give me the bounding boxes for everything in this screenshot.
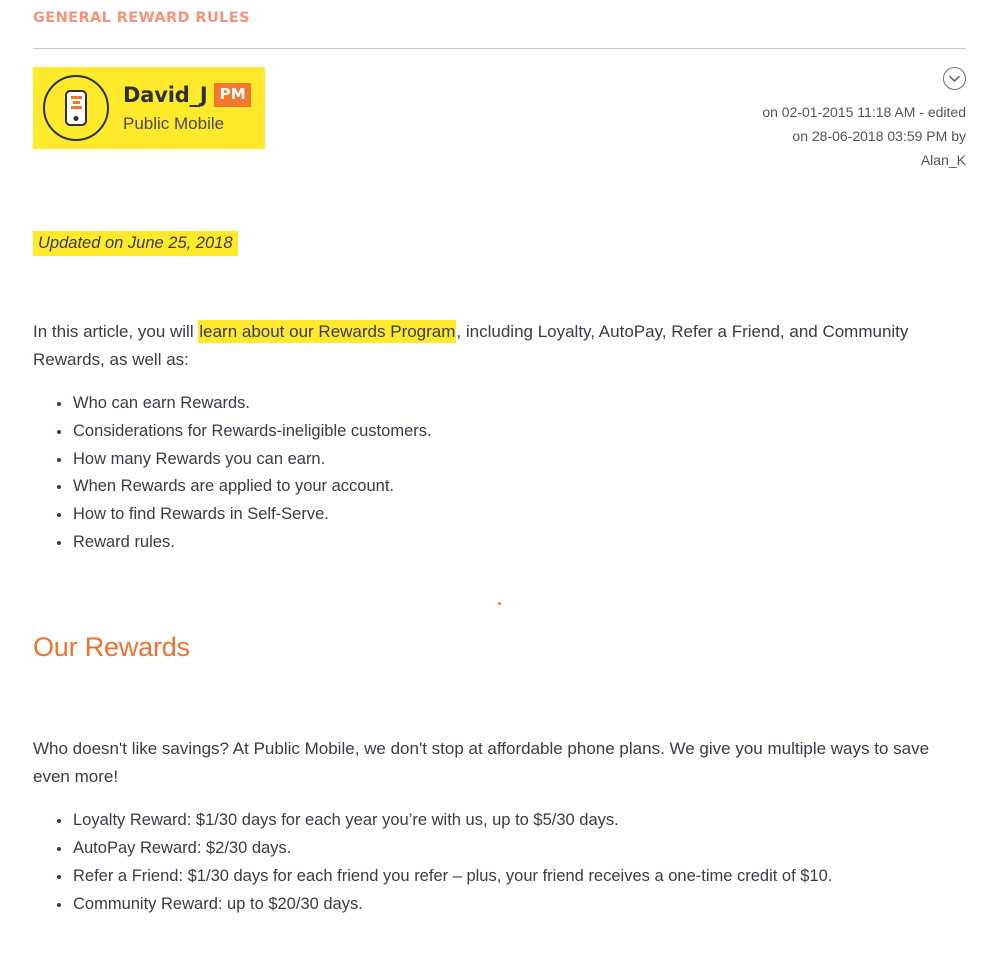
section-paragraph: Who doesn't like savings? At Public Mobile, we don't stop at affordable phone plans. We give you multiple ways to save even more! [33,739,930,786]
editor-name[interactable]: Alan_K [920,152,966,169]
intro-text-before: In this article, you will [33,322,199,341]
intro-highlight: learn about our Rewards Program [199,322,456,341]
bottom-spacer [33,918,966,948]
decorative-dot: • [497,598,502,611]
intro-bullet-list [33,390,966,556]
header-divider [33,48,966,49]
list-item: Reward rules. [73,529,966,557]
list-item: Who can earn Rewards. [73,390,966,418]
list-item: Community Reward: up to $20/30 days. [73,891,966,919]
list-item: How many Rewards you can earn. [73,446,966,474]
timestamp-block [626,100,966,172]
timestamp-line-1: on 02-01-2015 11:18 AM - edited [762,104,966,120]
breadcrumb-kicker[interactable]: GENERAL REWARD RULES [33,10,250,26]
updated-note: Updated on June 25, 2018 [33,231,238,256]
list-item: When Rewards are applied to your account. [73,473,966,501]
list-item: How to find Rewards in Self-Serve. [73,501,966,529]
post-meta [626,67,966,172]
author-subtitle: Public Mobile [123,113,225,133]
list-item: Loyalty Reward: $1/30 days for each year you’re with us, up to $5/30 days. [73,807,966,835]
mobile-phone-icon [65,90,87,126]
updated-note-wrap [33,231,966,256]
author-name-line [123,82,251,108]
author-text [123,82,251,134]
rewards-bullet-list [33,807,966,918]
list-item: Refer a Friend: $1/30 days for each friend you refer – plus, your friend receives a one-time credit of $10. [73,863,966,891]
author-block[interactable] [33,67,265,149]
timestamp-line-2: on 28-06-2018 03:59 PM by [792,128,966,145]
post-header [33,67,966,169]
list-item: Considerations for Rewards-ineligible customers. [73,418,966,446]
author-name[interactable]: David_J [123,83,208,108]
chevron-down-icon[interactable] [943,67,966,90]
list-item: AutoPay Reward: $2/30 days. [73,835,966,863]
page-title: Our Rewards [33,632,190,663]
status-badge: PM [214,83,251,107]
intro-text-after: , including Loyalty, AutoPay, Refer a Friend, and Community Rewards, as well as: [33,322,909,369]
intro-paragraph [33,318,963,373]
avatar [43,75,109,141]
